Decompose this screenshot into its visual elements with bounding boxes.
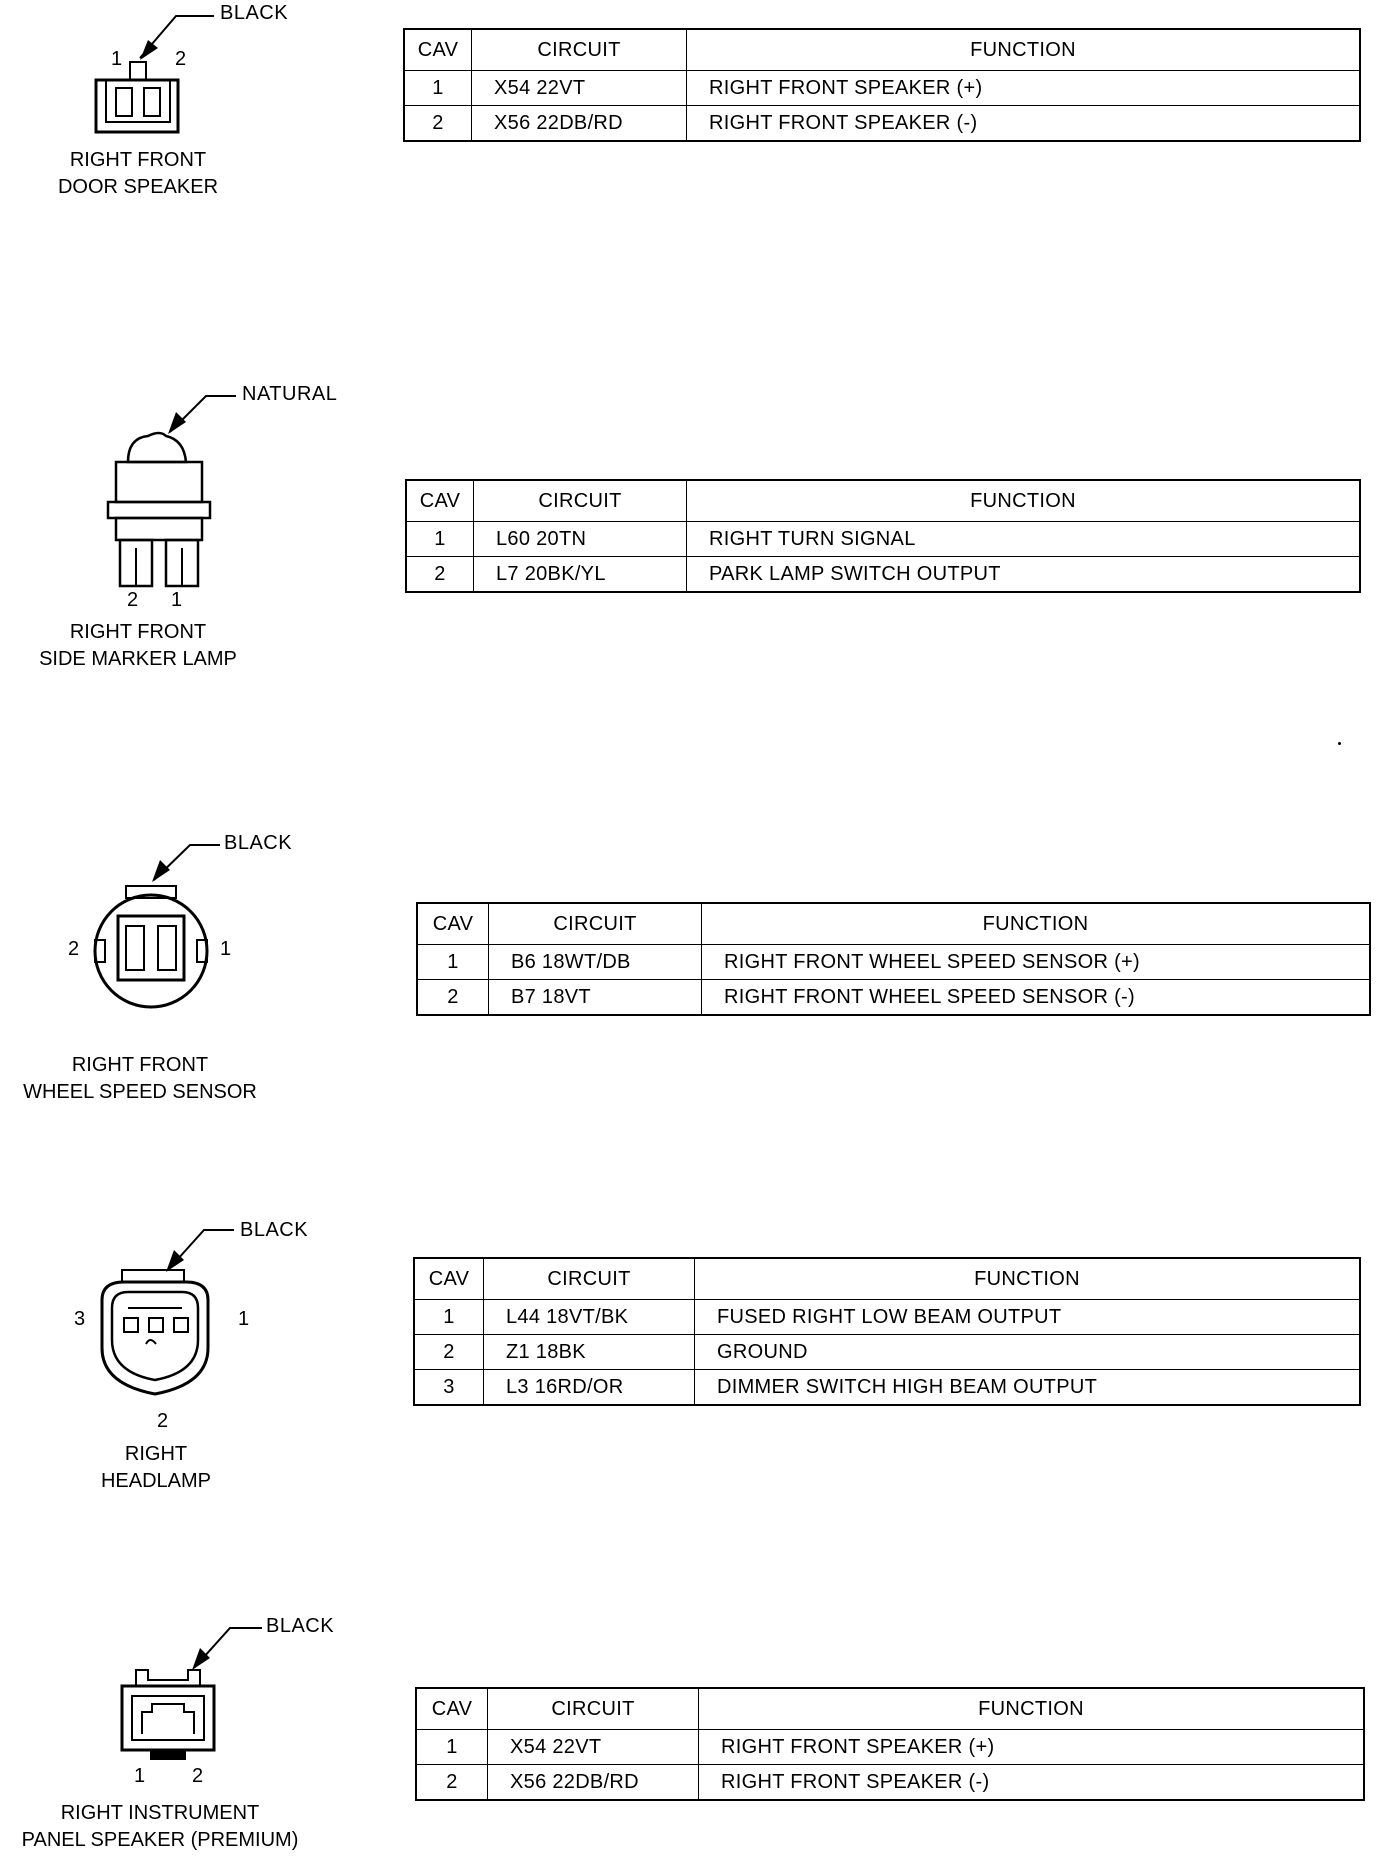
table-row xyxy=(414,1370,1360,1406)
table-header-row xyxy=(414,1258,1360,1300)
cell-cav: 1 xyxy=(417,945,489,980)
connector-color-label: BLACK xyxy=(224,832,293,854)
cell-circuit: L44 18VT/BK xyxy=(484,1300,695,1335)
cell-cav: 2 xyxy=(406,557,474,593)
cell-circuit: B7 18VT xyxy=(489,980,702,1016)
cavity-table xyxy=(405,479,1361,593)
table-header-row xyxy=(404,29,1360,71)
cell-function: RIGHT TURN SIGNAL xyxy=(687,522,1361,557)
connector-color-label: BLACK xyxy=(220,2,289,24)
cell-cav: 2 xyxy=(404,106,472,142)
cell-circuit: X54 22VT xyxy=(488,1730,699,1765)
header-circuit: CIRCUIT xyxy=(489,903,702,945)
cell-function: RIGHT FRONT WHEEL SPEED SENSOR (+) xyxy=(702,945,1371,980)
cell-function: PARK LAMP SWITCH OUTPUT xyxy=(687,557,1361,593)
table-row xyxy=(406,522,1360,557)
pin-number: 1 xyxy=(111,48,123,70)
header-function: FUNCTION xyxy=(702,903,1371,945)
cell-cav: 2 xyxy=(416,1765,488,1801)
cell-circuit: X54 22VT xyxy=(472,71,687,106)
cell-cav: 1 xyxy=(416,1730,488,1765)
header-circuit: CIRCUIT xyxy=(472,29,687,71)
pin-number: 2 xyxy=(192,1765,204,1787)
pin-number: 1 xyxy=(171,589,183,611)
connector-name: RIGHT FRONT SIDE MARKER LAMP xyxy=(39,621,237,670)
cell-cav: 2 xyxy=(414,1335,484,1370)
header-function: FUNCTION xyxy=(699,1688,1365,1730)
cell-function: FUSED RIGHT LOW BEAM OUTPUT xyxy=(695,1300,1361,1335)
cavity-table xyxy=(415,1687,1365,1801)
header-circuit: CIRCUIT xyxy=(488,1688,699,1730)
header-cav: CAV xyxy=(414,1258,484,1300)
cell-function: GROUND xyxy=(695,1335,1361,1370)
table-header-row xyxy=(417,903,1370,945)
table-row xyxy=(406,557,1360,593)
header-circuit: CIRCUIT xyxy=(484,1258,695,1300)
stray-mark xyxy=(1338,742,1341,745)
cavity-table xyxy=(403,28,1361,142)
header-cav: CAV xyxy=(417,903,489,945)
cell-function: RIGHT FRONT SPEAKER (-) xyxy=(687,106,1361,142)
table-row xyxy=(417,945,1370,980)
pin-number: 1 xyxy=(238,1308,250,1330)
cell-cav: 3 xyxy=(414,1370,484,1406)
cell-function: RIGHT FRONT WHEEL SPEED SENSOR (-) xyxy=(702,980,1371,1016)
cell-circuit: Z1 18BK xyxy=(484,1335,695,1370)
speaker-connector-icon xyxy=(0,0,400,1858)
cell-function: RIGHT FRONT SPEAKER (+) xyxy=(699,1730,1365,1765)
table-row xyxy=(417,980,1370,1016)
pin-number: 1 xyxy=(220,938,232,960)
cell-circuit: L7 20BK/YL xyxy=(474,557,687,593)
cell-cav: 1 xyxy=(414,1300,484,1335)
header-function: FUNCTION xyxy=(695,1258,1361,1300)
pin-number: 2 xyxy=(157,1410,169,1432)
header-cav: CAV xyxy=(406,480,474,522)
pin-number: 2 xyxy=(68,938,80,960)
table-row xyxy=(416,1730,1364,1765)
table-row xyxy=(404,106,1360,142)
cell-circuit: L60 20TN xyxy=(474,522,687,557)
connector-color-label: BLACK xyxy=(240,1219,309,1241)
connector-name: RIGHT FRONT DOOR SPEAKER xyxy=(57,149,219,198)
table-row xyxy=(414,1300,1360,1335)
table-row xyxy=(404,71,1360,106)
table-header-row xyxy=(406,480,1360,522)
header-cav: CAV xyxy=(416,1688,488,1730)
cell-circuit: B6 18WT/DB xyxy=(489,945,702,980)
cell-circuit: X56 22DB/RD xyxy=(488,1765,699,1801)
pin-number: 2 xyxy=(127,589,139,611)
connector-color-label: NATURAL xyxy=(242,383,338,405)
cavity-table xyxy=(416,902,1371,1016)
connector-name: RIGHT INSTRUMENT PANEL SPEAKER (PREMIUM) xyxy=(21,1802,299,1851)
connector-color-label: BLACK xyxy=(266,1615,335,1637)
cavity-table xyxy=(413,1257,1361,1406)
cell-cav: 1 xyxy=(404,71,472,106)
pin-number: 1 xyxy=(134,1765,146,1787)
pin-number: 3 xyxy=(74,1308,86,1330)
cell-function: RIGHT FRONT SPEAKER (-) xyxy=(699,1765,1365,1801)
table-header-row xyxy=(416,1688,1364,1730)
cell-function: RIGHT FRONT SPEAKER (+) xyxy=(687,71,1361,106)
cell-cav: 2 xyxy=(417,980,489,1016)
header-cav: CAV xyxy=(404,29,472,71)
header-function: FUNCTION xyxy=(687,480,1361,522)
connector-name: RIGHT FRONT WHEEL SPEED SENSOR xyxy=(23,1054,257,1103)
cell-cav: 1 xyxy=(406,522,474,557)
connector-name: RIGHT HEADLAMP xyxy=(100,1443,212,1492)
pin-number: 2 xyxy=(175,48,187,70)
cell-circuit: X56 22DB/RD xyxy=(472,106,687,142)
cell-circuit: L3 16RD/OR xyxy=(484,1370,695,1406)
header-function: FUNCTION xyxy=(687,29,1361,71)
table-row xyxy=(414,1335,1360,1370)
cell-function: DIMMER SWITCH HIGH BEAM OUTPUT xyxy=(695,1370,1361,1406)
table-row xyxy=(416,1765,1364,1801)
header-circuit: CIRCUIT xyxy=(474,480,687,522)
